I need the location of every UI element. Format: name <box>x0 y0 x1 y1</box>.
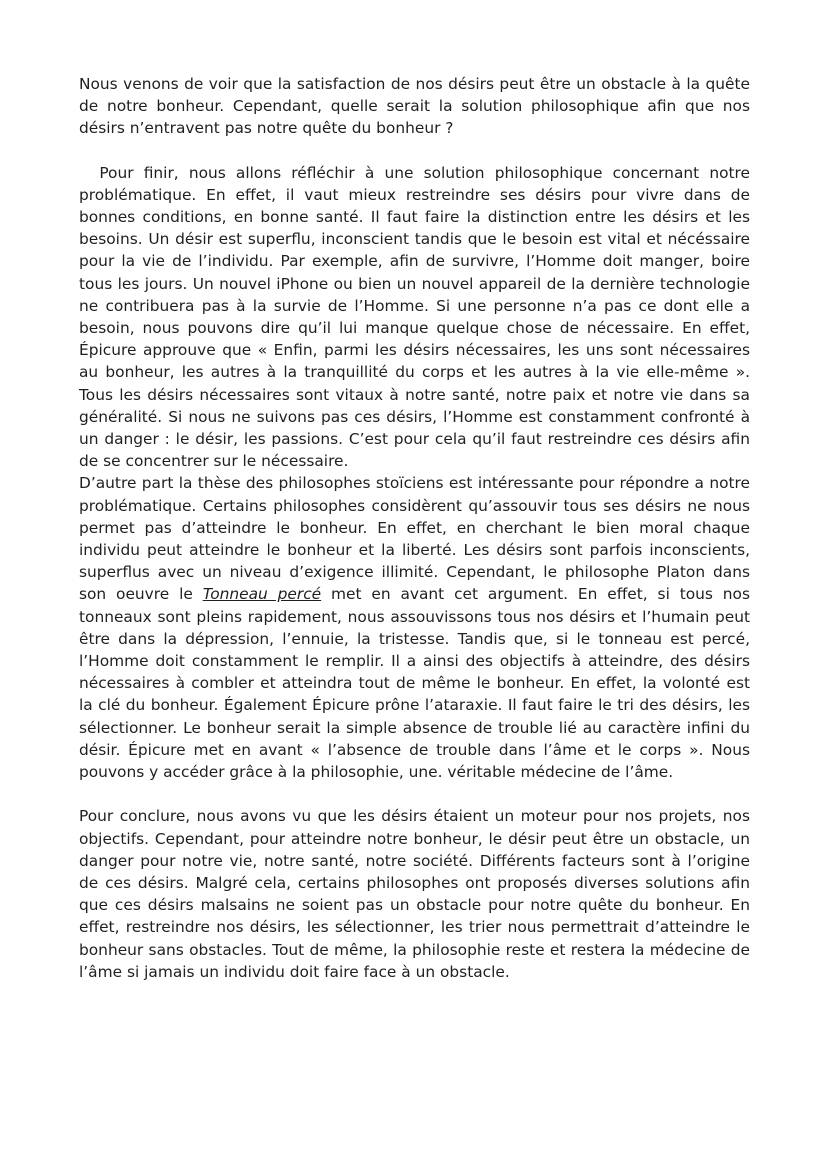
stoic-text-after: met en avant cet argument. En effet, si tous nos tonneaux sont pleins rapidement, nous assouvissons tous nos désirs et l’humain peut être dans la dépression, l’ennuie, la tristesse. Tandis que, si le tonneau est percé, l’Homme doit constamment le remplir. Il a ainsi des objectifs à atteindre, des désirs nécessaires à combler et atteindra tout de même le bonheur. En effet, la volonté est la clé du bonheur. Également Épicure prône l’ataraxie. Il faut faire le tri des désirs, les sélectionner. Le bonheur serait la simple absence de trouble lié au caractère infini du désir. Épicure met en avant « l’absence de trouble dans l’âme et le corps ». Nous pouvons y accéder grâce à la philosophie, une. véritable médecine de l’âme. <box>79 585 750 782</box>
document-page <box>79 73 755 983</box>
solution-paragraph: Pour finir, nous allons réfléchir à une solution philosophique concernant notre problématique. En effet, il vaut mieux restreindre ses désirs pour vivre dans de bonnes conditions, en bonne santé. Il faut faire la distinction entre les désirs et les besoins. Un désir est superflu, inconscient tandis que le besoin est vital et nécéssaire pour la vie de l’individu. Par exemple, afin de survivre, l’Homme doit manger, boire tous les jours. Un nouvel iPhone ou bien un nouvel appareil de la dernière technologie ne contribuera pas à la survie de l’Homme. Si une personne n’a pas ce dont elle a besoin, nous pouvons dire qu’il lui manque quelque chose de nécessaire. En effet, Épicure approuve que « Enfin, parmi les désirs nécessaires, les uns sont nécessaires au bonheur, les autres à la tranquillité du corps et les autres à la vie elle-même ». Tous les désirs nécessaires sont vitaux à notre santé, notre paix et notre vie dans sa généralité. Si nous ne suivons pas ces désirs, l’Homme est constamment confronté à un danger : le désir, les passions. C’est pour cela qu’il faut restreindre ces désirs afin de se concentrer sur le nécessaire. <box>79 163 755 471</box>
intro-paragraph: Nous venons de voir que la satisfaction de nos désirs peut être un obstacle à la quête de notre bonheur. Cependant, quelle serait la solution philosophique afin que nos désirs n’entravent pas notre quête du bonheur ? <box>79 75 750 138</box>
conclusion-paragraph: Pour conclure, nous avons vu que les désirs étaient un moteur pour nos projets, nos objectifs. Cependant, pour atteindre notre bonheur, le désir peut être un obstacle, un danger pour notre vie, notre santé, notre société. Différents facteurs sont à l’origine de ces désirs. Malgré cela, certains philosophes ont proposés diverses solutions afin que ces désirs malsains ne soient pas un obstacle pour notre quête du bonheur. En effet, restreindre nos désirs, les sélectionner, les trier nous permettrait d’atteindre le bonheur sans obstacles. Tout de même, la philosophie reste et restera la médecine de l’âme si jamais un individu doit faire face à un obstacle. <box>79 807 750 981</box>
stoic-text-before: D’autre part la thèse des philosophes stoïciens est intéressante pour répondre a notre problématique. Certains philosophes considèrent qu’assouvir tous ses désirs ne nous permet pas d’atteindre le bonheur. En effet, en cherchant le bien moral chaque individu peut atteindre le bonheur et la liberté. Les désirs sont parfois inconscients, superflus avec un niveau d’exigence illimité. Cependant, le philosophe Platon dans son oeuvre le <box>79 474 750 604</box>
paragraph-spacer <box>79 783 750 805</box>
paragraph-spacer <box>79 140 750 162</box>
stoic-paragraph <box>79 472 750 783</box>
work-title: Tonneau percé <box>202 585 322 604</box>
